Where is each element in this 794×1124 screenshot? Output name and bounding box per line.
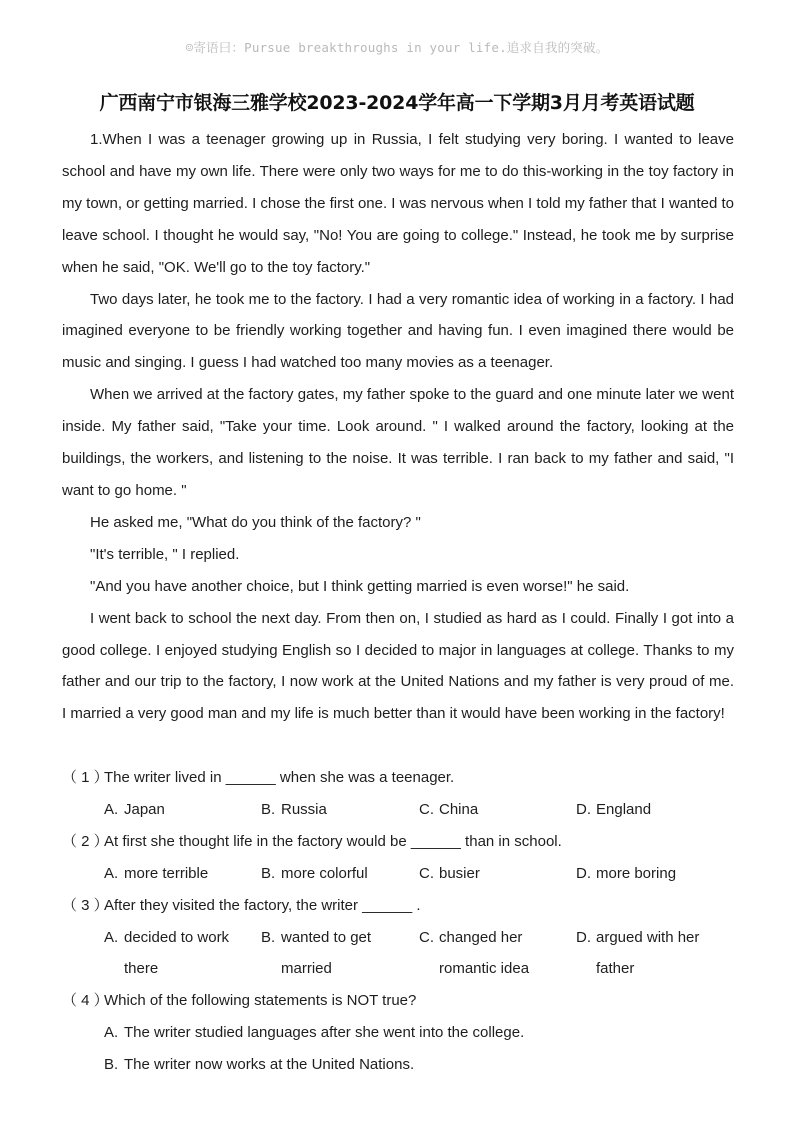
question-3-stem bbox=[62, 890, 742, 922]
option-text: more colorful bbox=[281, 864, 368, 882]
question-3-options bbox=[62, 922, 742, 986]
option-letter: B. bbox=[104, 1056, 119, 1074]
option-c[interactable] bbox=[419, 922, 564, 986]
passage-paragraph: 1.When I was a teenager growing up in Russia, I felt studying very boring. I wanted to leave school and have my own life. There were only two ways for me to do this-working in the toy factory in my town, or getting married. I chose the first one. I was nervous when I told my father that I wanted to leave school. I thought he would say, "No! You are going to college." Instead, he took me by surprise when he said, "OK. We'll go to the toy factory." bbox=[62, 131, 734, 276]
passage-paragraph: "It's terrible, " I replied. bbox=[90, 545, 240, 563]
passage-paragraph: Two days later, he took me to the factory. I had a very romantic idea of working in a factory. I had imagined everyone to be friendly working together and having fun. I even imagined there would be music and singing. I guess I had watched too many movies as a teenager. bbox=[62, 290, 734, 372]
option-letter: C. bbox=[419, 800, 434, 818]
passage-paragraph: "And you have another choice, but I think getting married is even worse!" he said. bbox=[90, 577, 630, 595]
option-letter: B. bbox=[261, 800, 276, 818]
option-text: China bbox=[439, 800, 479, 818]
option-letter: B. bbox=[261, 928, 276, 946]
option-d[interactable] bbox=[576, 922, 721, 986]
option-a[interactable] bbox=[62, 1017, 742, 1049]
option-text: busier bbox=[439, 864, 480, 882]
option-letter: A. bbox=[104, 928, 119, 946]
question-1-options bbox=[62, 794, 742, 826]
option-c[interactable] bbox=[419, 858, 480, 890]
option-text: England bbox=[596, 800, 652, 818]
question-number: （ 4 ） bbox=[62, 992, 109, 1010]
option-letter: B. bbox=[261, 864, 276, 882]
question-list bbox=[62, 762, 742, 1081]
question-number: （ 1 ） bbox=[62, 769, 109, 786]
question-text: After they visited the factory, the writer ______ . bbox=[104, 896, 421, 914]
option-a[interactable] bbox=[104, 922, 249, 986]
option-b[interactable] bbox=[261, 858, 368, 890]
option-letter: D. bbox=[576, 800, 591, 818]
question-number: （ 3 ） bbox=[62, 896, 109, 914]
question-text: The writer lived in ______ when she was a teenager. bbox=[104, 769, 455, 786]
option-text: decided to work there bbox=[124, 928, 230, 978]
option-letter: D. bbox=[576, 864, 591, 882]
option-text: more boring bbox=[596, 864, 677, 882]
question-2-options bbox=[62, 858, 742, 890]
option-d[interactable] bbox=[576, 794, 651, 826]
passage-paragraph: When we arrived at the factory gates, my father spoke to the guard and one minute later we went inside. My father said, "Take your time. Look around. " I walked around the factory, looking at the buildings, the workers, and listening to the noise. It was terrible. I ran back to my father and said, "I want to go home. " bbox=[62, 386, 734, 499]
question-2-stem bbox=[62, 826, 742, 858]
passage-paragraph: He asked me, "What do you think of the factory? " bbox=[90, 513, 421, 531]
option-b[interactable] bbox=[62, 1049, 742, 1081]
passage-paragraph: I went back to school the next day. From then on, I studied as hard as I could. Finally I got into a good college. I enjoyed studying English so I decided to major in languages at college. Thanks to my father and our trip to the factory, I now work at the United Nations and my father is very proud of me. I married a very good man and my life is much better than it would have been working in the factory! bbox=[62, 609, 734, 723]
question-text: At first she thought life in the factory would be ______ than in school. bbox=[104, 832, 562, 850]
option-letter: C. bbox=[419, 864, 434, 882]
option-letter: D. bbox=[576, 928, 591, 946]
option-letter: A. bbox=[104, 864, 119, 882]
option-b[interactable] bbox=[261, 922, 406, 986]
reading-passage bbox=[62, 124, 734, 730]
option-text: Russia bbox=[281, 800, 327, 818]
option-d[interactable] bbox=[576, 858, 676, 890]
option-a[interactable] bbox=[104, 794, 165, 826]
option-text: wanted to get married bbox=[281, 928, 372, 978]
option-text: The writer now works at the United Nations. bbox=[124, 1056, 415, 1074]
option-text: argued with her father bbox=[596, 928, 700, 978]
option-text: changed her romantic idea bbox=[439, 928, 530, 978]
question-1-stem bbox=[62, 762, 742, 794]
option-letter: A. bbox=[104, 1024, 119, 1042]
option-a[interactable] bbox=[104, 858, 208, 890]
option-b[interactable] bbox=[261, 794, 327, 826]
question-number: （ 2 ） bbox=[62, 832, 109, 850]
option-c[interactable] bbox=[419, 794, 478, 826]
question-4-stem bbox=[62, 985, 742, 1017]
option-text: The writer studied languages after she went into the college. bbox=[124, 1024, 525, 1042]
motto-header: ☺寄语曰：Pursue breakthroughs in your life.追求自我的突破。 bbox=[185, 40, 609, 55]
option-letter: A. bbox=[104, 800, 119, 818]
option-text: Japan bbox=[124, 800, 165, 818]
option-text: more terrible bbox=[124, 864, 209, 882]
question-text: Which of the following statements is NOT true? bbox=[104, 992, 417, 1010]
page-title: 广西南宁市银海三雅学校2023-2024学年高一下学期3月月考英语试题 bbox=[99, 92, 695, 114]
option-letter: C. bbox=[419, 928, 434, 946]
